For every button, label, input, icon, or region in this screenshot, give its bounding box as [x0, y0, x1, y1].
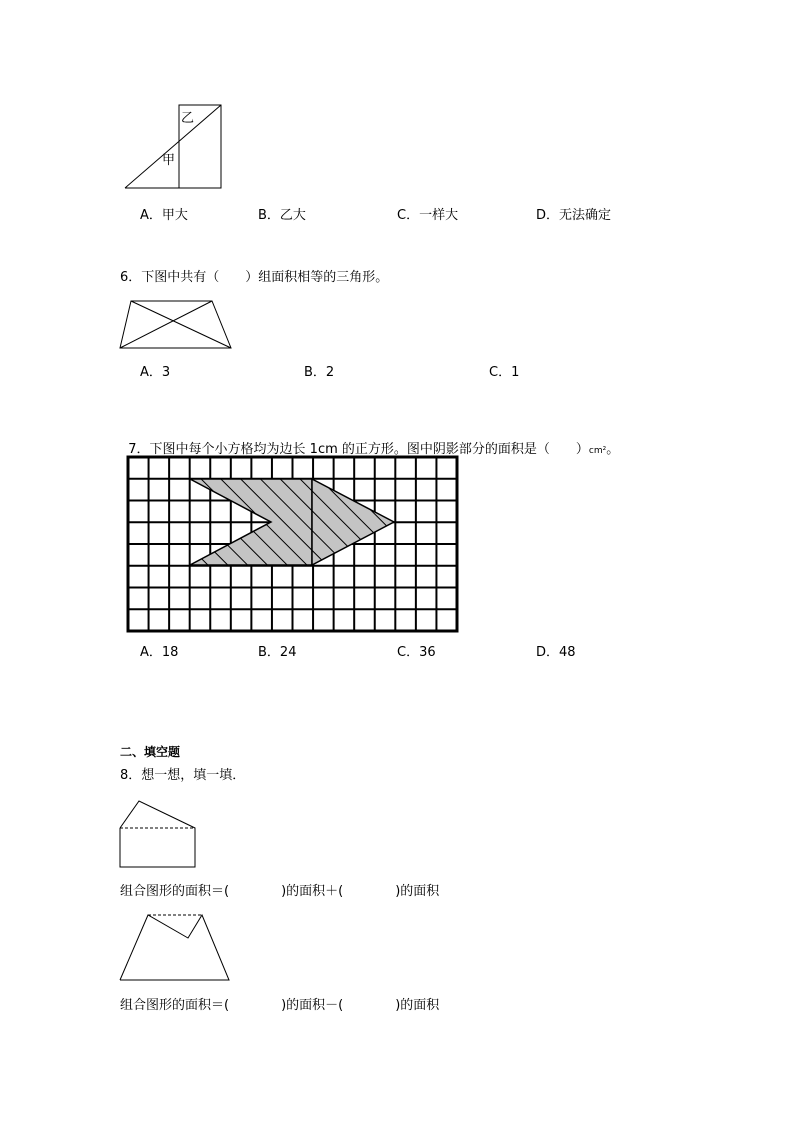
q5-option-b[interactable]: B．乙大 — [258, 208, 306, 223]
q8-line-1: 组合图形的面积＝( )的面积＋( )的面积 — [120, 884, 440, 899]
q7-stem — [120, 426, 619, 459]
q7-option-d[interactable]: D．48 — [536, 645, 576, 660]
q6-option-a[interactable]: A．3 — [140, 365, 171, 380]
q7-option-a[interactable]: A．18 — [140, 645, 179, 660]
q7-option-c[interactable]: C．36 — [397, 645, 436, 660]
q7-stem-unit: cm² — [588, 446, 607, 456]
q5-option-c[interactable]: C．一样大 — [397, 208, 459, 223]
q7-stem-end: 。 — [606, 442, 620, 457]
q5-label-yi: 乙 — [181, 111, 195, 126]
q7-shaded-left — [190, 479, 312, 565]
section-2-title: 二、填空题 — [120, 745, 181, 759]
q6-option-c[interactable]: C．1 — [489, 365, 520, 380]
q7-shaded-right — [312, 479, 394, 565]
q5-option-a[interactable]: A．甲大 — [140, 208, 188, 223]
q6-option-b[interactable]: B．2 — [304, 365, 335, 380]
q7-option-b[interactable]: B．24 — [258, 645, 297, 660]
q6-stem: 6．下图中共有（ ）组面积相等的三角形。 — [120, 270, 389, 285]
q8-stem: 8．想一想，填一填． — [120, 768, 246, 783]
q5-option-d[interactable]: D．无法确定 — [536, 208, 612, 223]
q8-line-2: 组合图形的面积＝( )的面积－( )的面积 — [120, 998, 440, 1013]
q7-stem-main: 7．下图中每个小方格均为边长 1cm 的正方形。图中阴影部分的面积是（ ） — [128, 442, 589, 457]
q5-label-jia: 甲 — [162, 153, 176, 168]
